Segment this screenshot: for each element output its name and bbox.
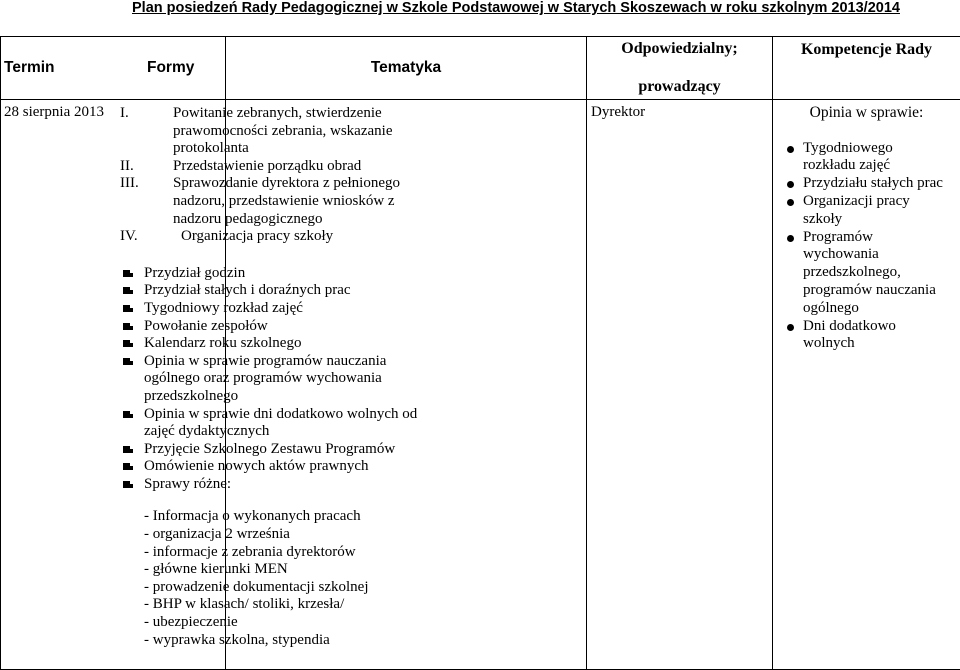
agenda-number: III. bbox=[118, 175, 173, 228]
responsible-person: Dyrektor bbox=[587, 100, 772, 126]
header-termin: Termin bbox=[1, 59, 55, 77]
header-tematyka-cell bbox=[226, 37, 587, 100]
odpowiedzialny-cell bbox=[587, 100, 773, 670]
square-bullet-icon bbox=[118, 335, 144, 353]
competence-text: Tygodniowego rozkładu zajęć bbox=[803, 140, 943, 176]
page-title: Plan posiedzeń Rady Pedagogicznej w Szkole Podstawowej w Starych Skoszewach w roku szkolnym 2013/2014 bbox=[132, 0, 872, 16]
misc-item: - wyprawka szkolna, stypendia bbox=[118, 632, 586, 650]
meeting-date: 28 sierpnia 2013 bbox=[1, 100, 225, 126]
round-bullet-icon bbox=[773, 193, 803, 229]
meeting-row bbox=[1, 100, 960, 670]
agenda-list bbox=[118, 105, 586, 246]
agenda-item bbox=[118, 175, 586, 228]
tematyka-cell bbox=[226, 100, 587, 670]
topic-text: Omówienie nowych aktów prawnych bbox=[144, 458, 434, 476]
misc-item: - informacje z zebrania dyrektorów bbox=[118, 544, 586, 562]
kompetencje-cell bbox=[773, 100, 960, 670]
topic-item bbox=[118, 458, 586, 476]
header-kompetencje: Kompetencje Rady bbox=[801, 41, 932, 59]
misc-item: - prowadzenie dokumentacji szkolnej bbox=[118, 579, 586, 597]
competences-heading: Opinia w sprawie: bbox=[773, 100, 960, 122]
header-prowadzacy: prowadzący bbox=[638, 77, 720, 97]
square-bullet-icon bbox=[118, 265, 144, 283]
header-tematyka: Tematyka bbox=[371, 59, 441, 77]
topic-text: Przydział stałych i doraźnych prac bbox=[144, 282, 434, 300]
agenda-number: I. bbox=[118, 105, 173, 158]
topic-text: Powołanie zespołów bbox=[144, 318, 434, 336]
topic-item bbox=[118, 318, 586, 336]
competence-text: Dni dodatkowo wolnych bbox=[803, 318, 943, 354]
square-bullet-icon bbox=[118, 476, 144, 494]
misc-item: - Informacja o wykonanych pracach bbox=[118, 508, 586, 526]
topic-item bbox=[118, 441, 586, 459]
round-bullet-icon bbox=[773, 140, 803, 176]
competence-item bbox=[773, 175, 960, 193]
agenda-item bbox=[118, 228, 586, 246]
misc-item: - ubezpieczenie bbox=[118, 614, 586, 632]
agenda-number: II. bbox=[118, 158, 173, 176]
agenda-text: Organizacja pracy szkoły bbox=[173, 228, 423, 246]
misc-item: - organizacja 2 września bbox=[118, 526, 586, 544]
competence-text: Przydziału stałych prac bbox=[803, 175, 943, 193]
topics-list bbox=[118, 265, 586, 494]
topic-item bbox=[118, 353, 586, 406]
topic-text: Przyjęcie Szkolnego Zestawu Programów bbox=[144, 441, 434, 459]
topic-item bbox=[118, 406, 586, 441]
agenda-number: IV. bbox=[118, 228, 173, 246]
topic-text: Tygodniowy rozkład zajęć bbox=[144, 300, 434, 318]
topic-text: Opinia w sprawie dni dodatkowo wolnych od zajęć dydaktycznych bbox=[144, 406, 434, 441]
misc-sublist bbox=[118, 508, 586, 649]
topic-text: Sprawy różne: bbox=[144, 476, 434, 494]
agenda-text: Sprawozdanie dyrektora z pełnionego nadzoru, przedstawienie wniosków z nadzoru pedagogicznego bbox=[173, 175, 423, 228]
misc-item: - główne kierunki MEN bbox=[118, 561, 586, 579]
topic-text: Opinia w sprawie programów nauczania ogólnego oraz programów wychowania przedszkolnego bbox=[144, 353, 434, 406]
topic-text: Przydział godzin bbox=[144, 265, 434, 283]
competence-text: Programów wychowania przedszkolnego, programów nauczania ogólnego bbox=[803, 229, 943, 318]
competence-text: Organizacji pracy szkoły bbox=[803, 193, 943, 229]
agenda-text: Powitanie zebranych, stwierdzenie prawomocności zebrania, wskazanie protokolanta bbox=[173, 105, 423, 158]
topic-item bbox=[118, 300, 586, 318]
agenda-item bbox=[118, 105, 586, 158]
agenda-text: Przedstawienie porządku obrad bbox=[173, 158, 423, 176]
misc-item: - BHP w klasach/ stoliki, krzesła/ bbox=[118, 596, 586, 614]
competence-item bbox=[773, 229, 960, 318]
header-kompetencje-cell bbox=[773, 37, 960, 100]
agenda-item bbox=[118, 158, 586, 176]
square-bullet-icon bbox=[118, 300, 144, 318]
tematyka-content bbox=[118, 100, 586, 669]
topic-item bbox=[118, 335, 586, 353]
square-bullet-icon bbox=[118, 406, 144, 441]
square-bullet-icon bbox=[118, 282, 144, 300]
square-bullet-icon bbox=[118, 318, 144, 336]
competence-item bbox=[773, 140, 960, 176]
plan-table bbox=[0, 36, 960, 670]
square-bullet-icon bbox=[118, 353, 144, 406]
topic-item bbox=[118, 476, 586, 494]
header-odpowiedzialny: Odpowiedzialny; bbox=[621, 39, 737, 59]
competences-list bbox=[773, 140, 960, 354]
competence-item bbox=[773, 193, 960, 229]
square-bullet-icon bbox=[118, 458, 144, 476]
competence-item bbox=[773, 318, 960, 354]
square-bullet-icon bbox=[118, 441, 144, 459]
topic-text: Kalendarz roku szkolnego bbox=[144, 335, 434, 353]
round-bullet-icon bbox=[773, 229, 803, 318]
topic-item bbox=[118, 265, 586, 283]
header-odpowiedzialny-cell bbox=[587, 37, 773, 100]
header-termin-formy bbox=[1, 37, 226, 100]
header-row bbox=[1, 37, 960, 100]
topic-item bbox=[118, 282, 586, 300]
round-bullet-icon bbox=[773, 318, 803, 354]
header-formy: Formy bbox=[147, 59, 194, 77]
round-bullet-icon bbox=[773, 175, 803, 193]
